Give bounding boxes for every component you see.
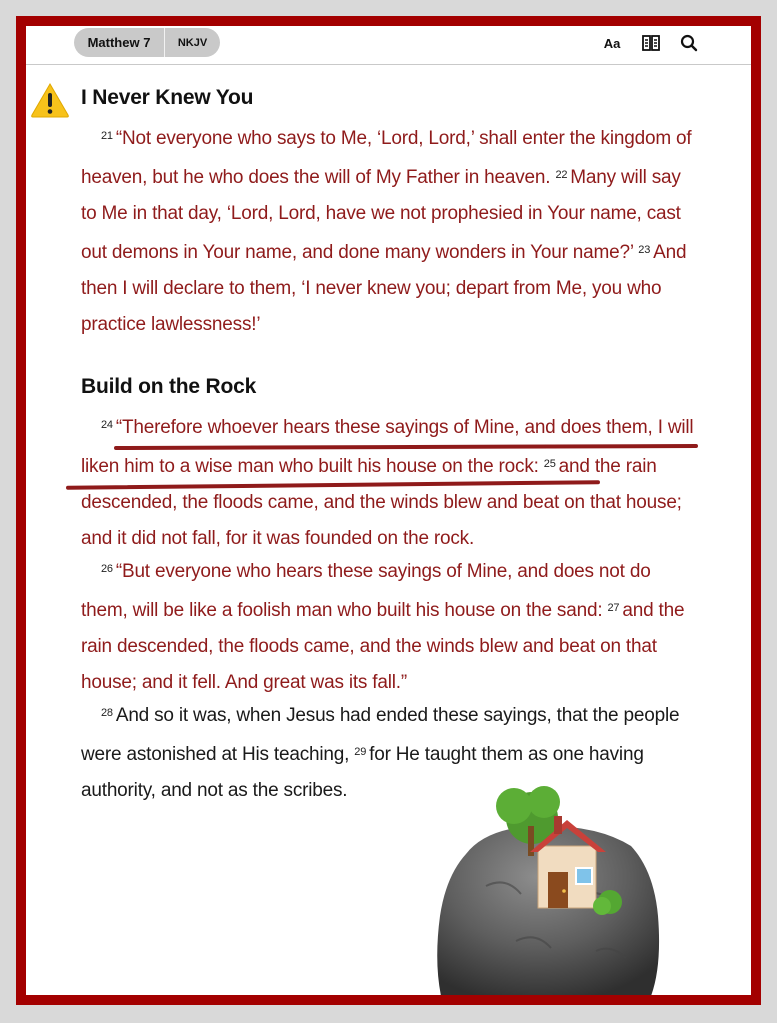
bible-columns-icon[interactable] bbox=[640, 32, 662, 54]
verse-text: Many will say to Me in that day, ‘Lord, Lord, have we not prophesied in Your name, cast out demons in Your name, and done many wonders in Your name?’ bbox=[81, 167, 681, 263]
verse-number: 23 bbox=[638, 244, 651, 256]
verse-number: 26 bbox=[101, 563, 113, 575]
section-heading: Build on the Rock bbox=[81, 375, 257, 398]
house-on-rock-icon bbox=[426, 776, 666, 995]
verse-text: And so it was, when Jesus had ended these sayings, that the people were astonished at His teaching, bbox=[81, 705, 680, 765]
passage-selector bbox=[74, 28, 220, 57]
section-heading: I Never Knew You bbox=[81, 86, 254, 109]
red-frame bbox=[16, 16, 761, 1005]
verse-text: “Therefore whoever hears these sayings of Mine, and does them, I will liken him to a wise man who built his house on the rock: bbox=[81, 417, 694, 477]
verse-text: for He taught them as one having authority, and not as the scribes. bbox=[81, 744, 644, 801]
top-bar bbox=[26, 26, 751, 65]
verse-text: and the rain descended, the floods came, and the winds blew and beat on that house; and it did not fall, for it was founded on the rock. bbox=[81, 456, 682, 549]
reader-page bbox=[26, 26, 751, 995]
warning-triangle-icon bbox=[30, 82, 70, 118]
verse-text: and the rain descended, the floods came, and the winds blew and beat on that house; and it fell. And great was its fall.” bbox=[81, 600, 685, 693]
book-chapter-button[interactable]: Matthew 7 bbox=[74, 28, 165, 57]
verse-number: 29 bbox=[354, 746, 367, 758]
verse-number: 28 bbox=[101, 707, 113, 719]
verse-number: 21 bbox=[101, 130, 113, 142]
verse-paragraph bbox=[81, 118, 701, 343]
verse-paragraph bbox=[81, 551, 701, 701]
font-settings-button[interactable]: Aa bbox=[603, 35, 621, 51]
verse-text: “But everyone who hears these sayings of Mine, and does not do them, will be like a foolish man who built his house on the sand: bbox=[81, 561, 651, 621]
search-icon[interactable] bbox=[678, 32, 700, 54]
verse-text: And then I will declare to them, ‘I never knew you; depart from Me, you who practice lawlessness!’ bbox=[81, 242, 687, 335]
version-button[interactable]: NKJV bbox=[177, 36, 208, 49]
verse-number: 27 bbox=[607, 602, 620, 614]
verse-number: 22 bbox=[555, 169, 568, 181]
verse-number: 24 bbox=[101, 419, 113, 431]
verse-number: 25 bbox=[543, 458, 556, 470]
verse-text: “Not everyone who says to Me, ‘Lord, Lord,’ shall enter the kingdom of heaven, but he who does the will of My Father in heaven. bbox=[81, 128, 692, 188]
